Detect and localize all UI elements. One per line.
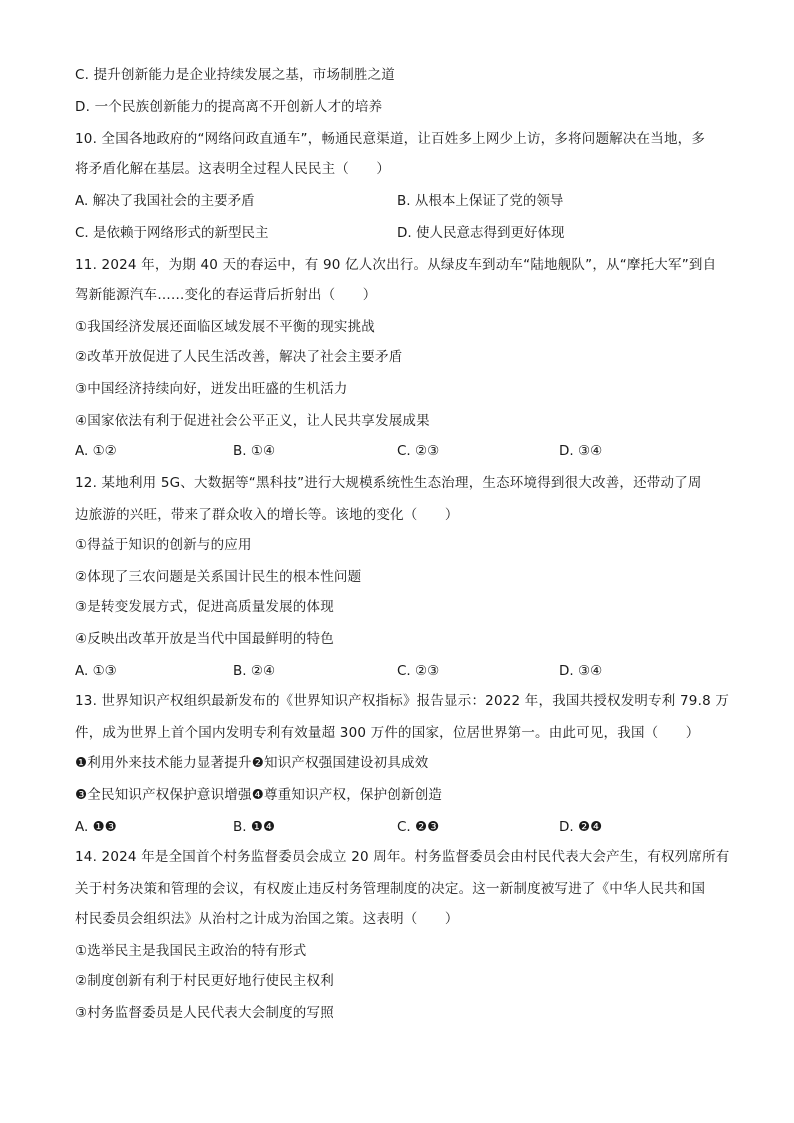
q13-stem-line-2: 件，成为世界上首个国内发明专利有效量超 300 万件的国家，位居世界第一。由此可见，我国（ ） [75,725,700,741]
q10-stem-line-2: 将矛盾化解在基层。这表明全过程人民民主（ ） [75,161,391,177]
q14-stem-line-1: 14. 2024 年是全国首个村务监督委员会成立 20 周年。村务监督委员会由村民代表大会产生，有权列席所有 [75,849,730,865]
q10-options-row-2 [75,224,725,242]
q13-option-c: C. ❷❸ [397,819,440,835]
q13-options-row [75,818,725,836]
q9-option-d: D. 一个民族创新能力的提高离不开创新人才的培养 [75,99,383,115]
q13-items-3-4: ❸全民知识产权保护意识增强❹尊重知识产权，保护创新创造 [75,787,443,803]
q10-option-a: A. 解决了我国社会的主要矛盾 [75,193,255,209]
q13-option-d: D. ❷❹ [559,819,603,835]
q13-stem-line-1: 13. 世界知识产权组织最新发布的《世界知识产权指标》报告显示：2022 年，我国共授权发明专利 79.8 万 [75,693,730,709]
q12-item-2: ②体现了三农问题是关系国计民生的根本性问题 [75,569,362,585]
q12-option-c: C. ②③ [397,663,440,679]
q12-option-a: A. ①③ [75,663,117,679]
q11-item-4: ④国家依法有利于促进社会公平正义，让人民共享发展成果 [75,413,430,429]
q12-item-4: ④反映出改革开放是当代中国最鲜明的特色 [75,631,334,647]
q11-option-d: D. ③④ [559,443,603,459]
q12-item-1: ①得益于知识的创新与的应用 [75,537,252,553]
q12-option-d: D. ③④ [559,663,603,679]
q10-option-c: C. 是依赖于网络形式的新型民主 [75,225,269,241]
q12-stem-line-1: 12. 某地利用 5G、大数据等“黑科技”进行大规模系统性生态治理，生态环境得到很大改善，还带动了周 [75,475,702,491]
q10-option-d: D. 使人民意志得到更好体现 [397,225,565,241]
q11-options-row [75,442,725,460]
q14-item-2: ②制度创新有利于村民更好地行使民主权利 [75,973,334,989]
q11-stem-line-1: 11. 2024 年，为期 40 天的春运中，有 90 亿人次出行。从绿皮车到动车“陆地舰队”，从“摩托大军”到自 [75,257,717,273]
q12-options-row [75,662,725,680]
q10-option-b: B. 从根本上保证了党的领导 [397,193,564,209]
q12-item-3: ③是转变发展方式，促进高质量发展的体现 [75,599,334,615]
q11-item-2: ②改革开放促进了人民生活改善，解决了社会主要矛盾 [75,349,403,365]
q12-stem-line-2: 边旅游的兴旺，带来了群众收入的增长等。该地的变化（ ） [75,507,459,523]
q11-option-c: C. ②③ [397,443,440,459]
q11-stem-line-2: 驾新能源汽车……变化的春运背后折射出（ ） [75,287,377,303]
q10-options-row-1 [75,192,725,210]
q10-stem-line-1: 10. 全国各地政府的“网络问政直通车”，畅通民意渠道，让百姓多上网少上访，多将问题解决在当地，多 [75,131,706,147]
q14-item-3: ③村务监督委员是人民代表大会制度的写照 [75,1005,334,1021]
q11-item-1: ①我国经济发展还面临区域发展不平衡的现实挑战 [75,319,376,335]
q13-option-a: A. ❶❸ [75,819,117,835]
q11-option-b: B. ①④ [233,443,276,459]
q14-item-1: ①选举民主是我国民主政治的特有形式 [75,943,307,959]
q13-items-1-2: ❶利用外来技术能力显著提升❷知识产权强国建设初具成效 [75,755,429,771]
q14-stem-line-3: 村民委员会组织法》从治村之计成为治国之策。这表明（ ） [75,911,459,927]
q13-option-b: B. ❶❹ [233,819,276,835]
q12-option-b: B. ②④ [233,663,276,679]
q11-item-3: ③中国经济持续向好，迸发出旺盛的生机活力 [75,381,348,397]
q11-option-a: A. ①② [75,443,117,459]
q9-option-c: C. 提升创新能力是企业持续发展之基，市场制胜之道 [75,67,396,83]
q14-stem-line-2: 关于村务决策和管理的会议，有权废止违反村务管理制度的决定。这一新制度被写进了《中华人民共和国 [75,881,706,897]
